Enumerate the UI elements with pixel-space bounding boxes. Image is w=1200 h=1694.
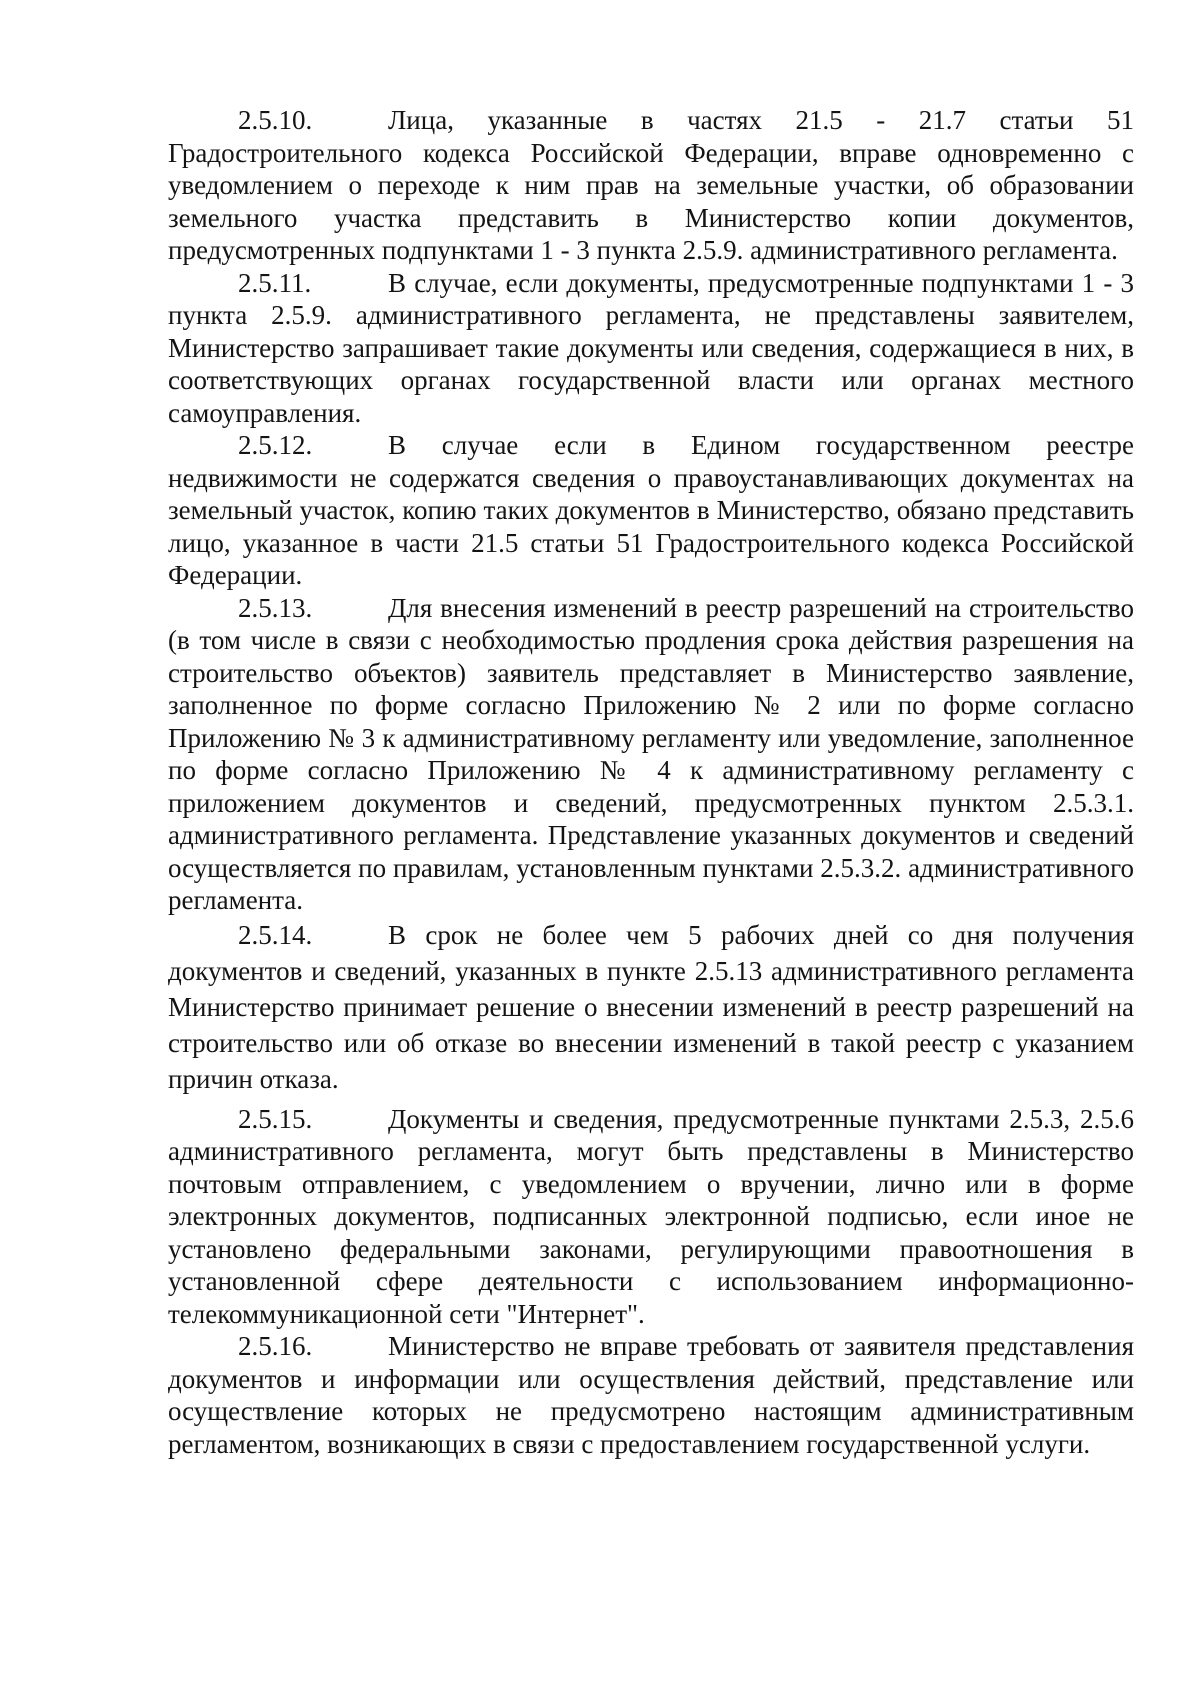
paragraph-2-5-12 xyxy=(168,429,1134,592)
paragraph-text: Для внесения изменений в реестр разрешений на строительство (в том числе в связи с необходимостью продления срока действия разрешения на строительство объектов) заявитель представляет в Министерство заявление, заполненное по форме согласно Приложению № 2 или по форме согласно Приложению № 3 к административному регламенту или уведомление, заполненное по форме согласно Приложению № 4 к административному регламенту с приложением документов и сведений, предусмотренных пунктом 2.5.3.1. административного регламента. Представление указанных документов и сведений осуществляется по правилам, установленным пунктами 2.5.3.2. административного регламента. xyxy=(168,592,1134,915)
paragraph-number: 2.5.15. xyxy=(238,1103,313,1134)
paragraph-text: Министерство не вправе требовать от заявителя представления документов и информации или осуществления действий, представление или осуществление которых не предусмотрено настоящим административным регламентом, возникающих в связи с предоставлением государственной услуги. xyxy=(168,1331,1134,1459)
paragraph-2-5-16 xyxy=(168,1330,1134,1460)
paragraph-2-5-14 xyxy=(168,917,1134,1097)
paragraph-text: В случае, если документы, предусмотренные подпунктами 1 - 3 пункта 2.5.9. административного регламента, не представлены заявителем, Министерство запрашивает такие документы или сведения, содержащиеся в них, в соответствующих органах государственной власти или органах местного самоуправления. xyxy=(168,267,1134,428)
paragraph-text: Документы и сведения, предусмотренные пунктами 2.5.3, 2.5.6 административного регламента, могут быть представлены в Министерство почтовым отправлением, с уведомлением о вручении, лично или в форме электронных документов, подписанных электронной подписью, если иное не установлено федеральными законами, регулирующими правоотношения в установленной сфере деятельности с использованием информационно-телекоммуникационной сети "Интернет". xyxy=(168,1103,1134,1329)
document-body xyxy=(168,104,1134,1460)
paragraph-2-5-13 xyxy=(168,592,1134,917)
paragraph-number: 2.5.14. xyxy=(238,919,313,950)
paragraph-text: В случае если в Едином государственном реестре недвижимости не содержатся сведения о правоустанавливающих документах на земельный участок, копию таких документов в Министерство, обязано представить лицо, указанное в части 21.5 статьи 51 Градостроительного кодекса Российской Федерации. xyxy=(168,430,1134,590)
paragraph-2-5-10 xyxy=(168,104,1134,267)
paragraph-number: 2.5.11. xyxy=(238,267,312,298)
paragraph-number: 2.5.13. xyxy=(238,592,313,623)
paragraph-number: 2.5.16. xyxy=(238,1331,313,1361)
paragraph-text: Лица, указанные в частях 21.5 - 21.7 статьи 51 Градостроительного кодекса Российской Федерации, вправе одновременно с уведомлением о переходе к ним прав на земельные участки, об образовании земельного участка представить в Министерство копии документов, предусмотренных подпунктами 1 - 3 пункта 2.5.9. административного регламента. xyxy=(168,105,1134,265)
paragraph-number: 2.5.10. xyxy=(238,105,313,135)
paragraph-text: В срок не более чем 5 рабочих дней со дня получения документов и сведений, указанных в пункте 2.5.13 административного регламента Министерство принимает решение о внесении изменений в реестр разрешений на строительство или об отказе во внесении изменений в такой реестр с указанием причин отказа. xyxy=(168,919,1134,1094)
paragraph-2-5-11 xyxy=(168,267,1134,430)
paragraph-2-5-15 xyxy=(168,1103,1134,1331)
paragraph-number: 2.5.12. xyxy=(238,430,313,460)
